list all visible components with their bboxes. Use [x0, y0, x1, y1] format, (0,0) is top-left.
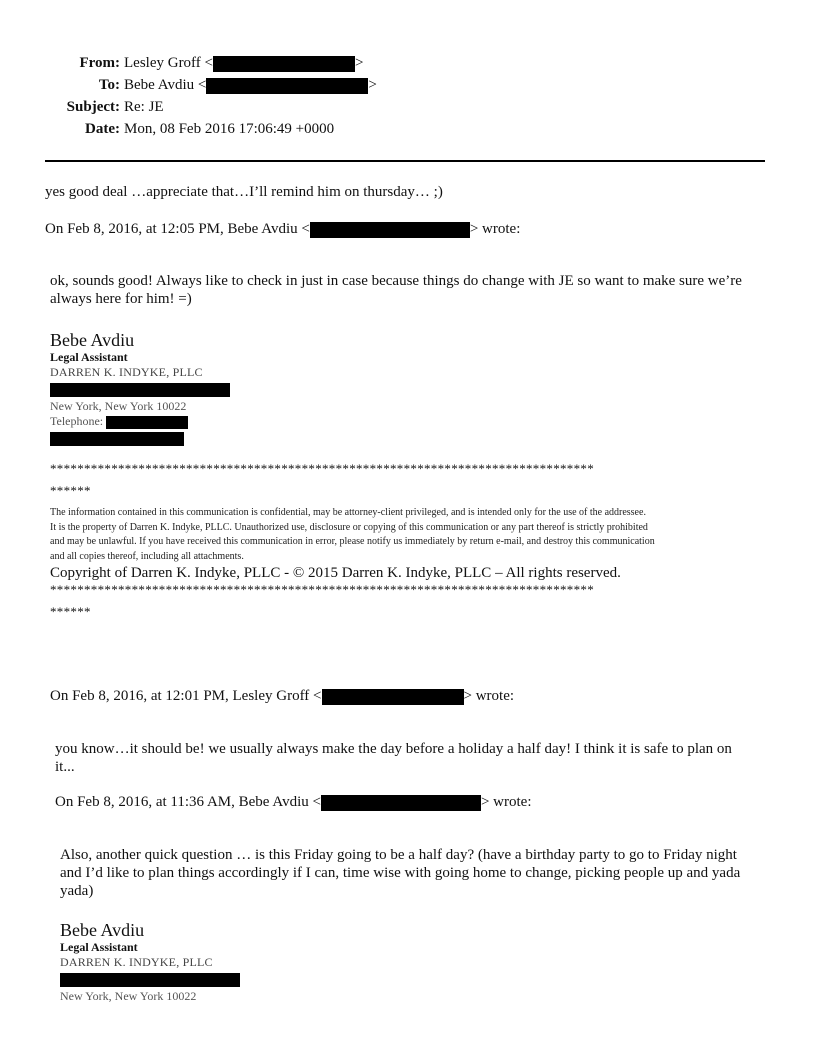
telephone-label: Telephone: [50, 414, 104, 428]
date-label: Date: [85, 121, 120, 137]
signature-city: New York, New York 10022 [50, 399, 187, 413]
signature-firm: DARREN K. INDYKE, PLLC [50, 365, 203, 379]
redaction-block [60, 973, 240, 987]
disclaimer-line4: and all copies thereof, including all attachments. [50, 550, 244, 562]
signature-telephone [50, 414, 230, 429]
quote2-prefix: On Feb 8, 2016, at 12:01 PM, Lesley Groff < [50, 688, 322, 704]
disclaimer-block [50, 461, 765, 620]
disclaimer-line3: and may be unlawful. If you have received this communication in error, please notify us immediately by return e-mail, and destroy this communication [50, 536, 655, 547]
quote3-attribution [55, 793, 531, 811]
signature-firm: DARREN K. INDYKE, PLLC [60, 955, 213, 969]
subject-label: Subject: [66, 99, 120, 115]
from-end: > [355, 55, 364, 71]
disclaimer-line1: The information contained in this communication is confidential, may be attorney-client privileged, and is intended only for the use of the addressee. [50, 507, 646, 518]
redaction-block [213, 56, 355, 72]
header-from-row [42, 53, 363, 73]
date-value: Mon, 08 Feb 2016 17:06:49 +0000 [124, 121, 335, 137]
redaction-block [321, 795, 481, 811]
redaction-block [206, 78, 368, 94]
to-label: To: [98, 77, 120, 93]
redaction-block [50, 432, 184, 446]
signature-block-2 [60, 920, 240, 1004]
from-label: From: [79, 55, 120, 71]
quote3-body: Also, another quick question … is this Friday going to be a half day? (have a birthday party to go to Friday night and I’d like to plan things accordingly if I can, time wise with going home to change, picking people up and yada yada) [60, 847, 741, 899]
signature-city: New York, New York 10022 [60, 989, 197, 1003]
signature-title: Legal Assistant [60, 940, 138, 954]
redaction-block [322, 689, 464, 705]
quote2-suffix: > wrote: [463, 688, 515, 704]
redaction-block [50, 383, 230, 397]
reply-body: yes good deal …appreciate that…I’ll remind him on thursday… ;) [45, 184, 443, 200]
quote1-suffix: > wrote: [469, 221, 521, 237]
header-divider [45, 160, 765, 162]
quote1-prefix: On Feb 8, 2016, at 12:05 PM, Bebe Avdiu < [45, 221, 310, 237]
signature-title: Legal Assistant [50, 350, 128, 364]
signature-name: Bebe Avdiu [60, 920, 145, 940]
stars-tail-2: ****** [50, 604, 91, 619]
redaction-block [310, 222, 470, 238]
header-to-row [42, 75, 377, 95]
to-value: Bebe Avdiu < [124, 77, 207, 93]
stars-line: ******************************************************************************** [50, 461, 594, 476]
copyright: Copyright of Darren K. Indyke, PLLC - © 2015 Darren K. Indyke, PLLC – All rights reserved. [50, 565, 621, 581]
redaction-block [106, 416, 188, 429]
quote2-attribution [50, 687, 514, 705]
quote3-suffix: > wrote: [480, 794, 532, 810]
stars-tail: ****** [50, 483, 91, 498]
quote1-attribution [45, 220, 520, 238]
header-subject-row [42, 97, 164, 117]
quote2-body: you know…it should be! we usually always make the day before a holiday a half day! I think it is safe to plan on it... [55, 741, 732, 775]
header-date-row [42, 119, 334, 139]
to-end: > [368, 77, 377, 93]
signature-block [50, 330, 230, 447]
signature-name: Bebe Avdiu [50, 330, 135, 350]
from-value: Lesley Groff < [124, 55, 213, 71]
disclaimer-line2: It is the property of Darren K. Indyke, PLLC. Unauthorized use, disclosure or copying of this communication or any part thereof is strictly prohibited [50, 521, 648, 533]
subject-value: Re: JE [124, 99, 164, 115]
quote1-body: ok, sounds good! Always like to check in just in case because things do change with JE so want to make sure we’re always here for him! =) [50, 273, 742, 307]
stars-line-2: ******************************************************************************** [50, 582, 594, 597]
quote3-prefix: On Feb 8, 2016, at 11:36 AM, Bebe Avdiu < [55, 794, 321, 810]
